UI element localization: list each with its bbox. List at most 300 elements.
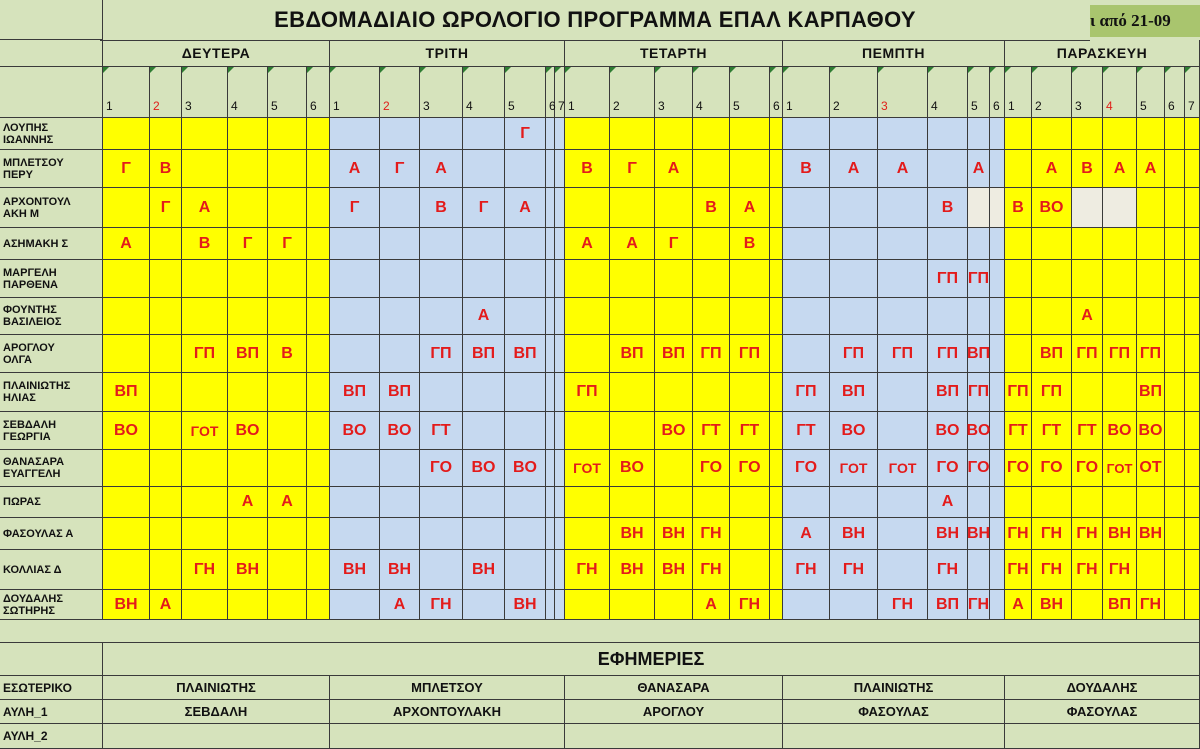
schedule-cell[interactable]: Α [103, 228, 150, 260]
schedule-cell[interactable] [150, 373, 182, 412]
schedule-cell[interactable] [307, 412, 330, 450]
schedule-cell[interactable]: ΒΗ [330, 550, 380, 590]
schedule-cell[interactable] [228, 518, 268, 550]
schedule-cell[interactable] [655, 450, 693, 487]
schedule-cell[interactable] [505, 550, 546, 590]
schedule-cell[interactable] [182, 487, 228, 518]
schedule-cell[interactable] [463, 412, 505, 450]
schedule-cell[interactable] [1185, 118, 1200, 150]
schedule-cell[interactable] [610, 188, 655, 228]
schedule-cell[interactable] [546, 518, 555, 550]
schedule-cell[interactable]: ΒΗ [610, 550, 655, 590]
schedule-cell[interactable] [990, 373, 1005, 412]
schedule-cell[interactable] [610, 118, 655, 150]
schedule-cell[interactable] [228, 450, 268, 487]
schedule-cell[interactable] [546, 450, 555, 487]
schedule-cell[interactable] [463, 518, 505, 550]
schedule-cell[interactable] [1103, 228, 1137, 260]
schedule-cell[interactable]: ΓΟΤ [182, 412, 228, 450]
schedule-cell[interactable] [103, 450, 150, 487]
schedule-cell[interactable] [420, 260, 463, 298]
schedule-cell[interactable] [1032, 260, 1072, 298]
schedule-cell[interactable] [268, 550, 307, 590]
schedule-cell[interactable]: ΓΗ [1032, 518, 1072, 550]
schedule-cell[interactable] [268, 150, 307, 188]
schedule-cell[interactable] [1005, 150, 1032, 188]
schedule-cell[interactable]: ΓΠ [1005, 373, 1032, 412]
day-header[interactable]: ΤΕΤΑΡΤΗ [565, 40, 783, 67]
schedule-cell[interactable] [330, 518, 380, 550]
schedule-cell[interactable] [693, 228, 730, 260]
schedule-cell[interactable] [150, 550, 182, 590]
schedule-cell[interactable] [610, 260, 655, 298]
schedule-cell[interactable]: ΓΟ [1005, 450, 1032, 487]
duty-cell[interactable]: ΘΑΝΑΣΑΡΑ [565, 676, 783, 700]
schedule-cell[interactable] [1185, 518, 1200, 550]
schedule-cell[interactable] [555, 450, 565, 487]
schedule-cell[interactable] [555, 260, 565, 298]
schedule-cell[interactable] [990, 188, 1005, 228]
day-header[interactable]: ΠΑΡΑΣΚΕΥΗ [1005, 40, 1200, 67]
schedule-cell[interactable]: Α [830, 150, 878, 188]
schedule-cell[interactable] [565, 335, 610, 373]
schedule-cell[interactable] [1185, 228, 1200, 260]
schedule-cell[interactable] [928, 118, 968, 150]
teacher-name[interactable] [0, 590, 103, 620]
schedule-cell[interactable]: Γ [268, 228, 307, 260]
schedule-cell[interactable]: ΓΤ [1032, 412, 1072, 450]
day-header[interactable]: ΠΕΜΠΤΗ [783, 40, 1005, 67]
schedule-cell[interactable]: ΓΠ [968, 260, 990, 298]
schedule-cell[interactable]: ΓΠ [420, 335, 463, 373]
schedule-cell[interactable] [878, 487, 928, 518]
schedule-cell[interactable] [693, 150, 730, 188]
schedule-cell[interactable] [565, 188, 610, 228]
teacher-name[interactable] [0, 298, 103, 335]
schedule-cell[interactable]: ΓΠ [1137, 335, 1165, 373]
schedule-cell[interactable] [420, 550, 463, 590]
schedule-cell[interactable]: ΒΠ [830, 373, 878, 412]
schedule-cell[interactable] [463, 118, 505, 150]
teacher-name[interactable] [0, 228, 103, 260]
schedule-cell[interactable] [103, 335, 150, 373]
schedule-cell[interactable]: ΓΗ [968, 590, 990, 620]
schedule-cell[interactable]: ΓΟ [1072, 450, 1103, 487]
schedule-cell[interactable] [307, 550, 330, 590]
schedule-cell[interactable] [655, 298, 693, 335]
schedule-cell[interactable] [103, 260, 150, 298]
schedule-cell[interactable] [380, 487, 420, 518]
duty-cell[interactable]: ΔΟΥΔΑΛΗΣ [1005, 676, 1200, 700]
schedule-cell[interactable] [968, 118, 990, 150]
schedule-cell[interactable]: ΒΗ [380, 550, 420, 590]
schedule-cell[interactable] [1165, 518, 1185, 550]
schedule-cell[interactable]: ΓΗ [693, 550, 730, 590]
schedule-cell[interactable] [928, 150, 968, 188]
schedule-cell[interactable] [730, 298, 770, 335]
schedule-cell[interactable]: ΒΟ [968, 412, 990, 450]
schedule-cell[interactable] [505, 228, 546, 260]
schedule-cell[interactable]: ΒΗ [103, 590, 150, 620]
schedule-cell[interactable] [228, 260, 268, 298]
schedule-cell[interactable] [380, 260, 420, 298]
schedule-cell[interactable] [565, 412, 610, 450]
schedule-cell[interactable] [693, 487, 730, 518]
schedule-cell[interactable] [730, 373, 770, 412]
schedule-cell[interactable]: ΓΠ [1072, 335, 1103, 373]
schedule-cell[interactable]: Α [150, 590, 182, 620]
schedule-cell[interactable]: Β [783, 150, 830, 188]
day-header[interactable]: ΤΡΙΤΗ [330, 40, 565, 67]
schedule-cell[interactable] [878, 518, 928, 550]
schedule-cell[interactable] [150, 260, 182, 298]
schedule-cell[interactable] [1165, 118, 1185, 150]
schedule-cell[interactable] [1137, 118, 1165, 150]
schedule-cell[interactable]: ΓΠ [182, 335, 228, 373]
schedule-cell[interactable]: ΓΟΤ [565, 450, 610, 487]
schedule-cell[interactable]: ΓΟ [730, 450, 770, 487]
schedule-cell[interactable] [268, 450, 307, 487]
teacher-name[interactable] [0, 188, 103, 228]
schedule-cell[interactable] [1072, 260, 1103, 298]
schedule-cell[interactable] [1137, 487, 1165, 518]
schedule-cell[interactable] [1072, 373, 1103, 412]
schedule-cell[interactable]: Α [330, 150, 380, 188]
teacher-name[interactable] [0, 412, 103, 450]
schedule-cell[interactable]: Γ [103, 150, 150, 188]
teacher-name[interactable] [0, 260, 103, 298]
schedule-cell[interactable] [693, 260, 730, 298]
schedule-cell[interactable]: Β [928, 188, 968, 228]
schedule-cell[interactable]: ΒΠ [1032, 335, 1072, 373]
schedule-cell[interactable] [1137, 260, 1165, 298]
schedule-cell[interactable] [565, 298, 610, 335]
schedule-cell[interactable]: ΓΗ [1137, 590, 1165, 620]
schedule-cell[interactable]: ΓΗ [878, 590, 928, 620]
teacher-name[interactable] [0, 118, 103, 150]
schedule-cell[interactable] [1103, 118, 1137, 150]
schedule-cell[interactable]: ΒΗ [463, 550, 505, 590]
schedule-cell[interactable]: Α [228, 487, 268, 518]
schedule-cell[interactable] [307, 150, 330, 188]
schedule-cell[interactable] [1165, 487, 1185, 518]
schedule-cell[interactable] [307, 590, 330, 620]
schedule-cell[interactable] [546, 335, 555, 373]
schedule-cell[interactable] [463, 260, 505, 298]
schedule-cell[interactable] [268, 298, 307, 335]
schedule-cell[interactable] [928, 298, 968, 335]
schedule-cell[interactable] [380, 118, 420, 150]
schedule-cell[interactable] [103, 118, 150, 150]
schedule-cell[interactable] [420, 118, 463, 150]
schedule-cell[interactable]: Α [1005, 590, 1032, 620]
schedule-cell[interactable] [555, 590, 565, 620]
schedule-cell[interactable]: ΓΠ [928, 260, 968, 298]
schedule-cell[interactable]: ΒΠ [968, 335, 990, 373]
schedule-cell[interactable] [1137, 228, 1165, 260]
schedule-cell[interactable]: Α [1032, 150, 1072, 188]
schedule-cell[interactable] [228, 150, 268, 188]
schedule-cell[interactable]: ΒΠ [228, 335, 268, 373]
schedule-cell[interactable] [1072, 487, 1103, 518]
schedule-cell[interactable] [783, 260, 830, 298]
schedule-cell[interactable]: Α [380, 590, 420, 620]
schedule-cell[interactable] [268, 118, 307, 150]
schedule-cell[interactable]: ΒΗ [830, 518, 878, 550]
schedule-cell[interactable]: ΟΤ [1137, 450, 1165, 487]
schedule-cell[interactable]: ΓΟ [783, 450, 830, 487]
schedule-cell[interactable]: ΒΠ [330, 373, 380, 412]
schedule-cell[interactable] [730, 550, 770, 590]
schedule-cell[interactable] [307, 298, 330, 335]
schedule-cell[interactable]: ΓΠ [1103, 335, 1137, 373]
schedule-cell[interactable] [546, 298, 555, 335]
schedule-cell[interactable]: ΒΟ [610, 450, 655, 487]
schedule-cell[interactable] [307, 373, 330, 412]
teacher-name[interactable] [0, 487, 103, 518]
schedule-cell[interactable] [830, 188, 878, 228]
schedule-cell[interactable] [1165, 228, 1185, 260]
schedule-cell[interactable] [770, 228, 783, 260]
schedule-cell[interactable] [610, 487, 655, 518]
schedule-cell[interactable]: Α [463, 298, 505, 335]
schedule-cell[interactable] [770, 590, 783, 620]
schedule-cell[interactable] [268, 373, 307, 412]
schedule-cell[interactable] [505, 518, 546, 550]
schedule-cell[interactable]: ΒΗ [228, 550, 268, 590]
schedule-cell[interactable] [655, 373, 693, 412]
schedule-cell[interactable]: ΓΠ [1032, 373, 1072, 412]
schedule-cell[interactable] [1165, 373, 1185, 412]
schedule-cell[interactable] [555, 487, 565, 518]
schedule-cell[interactable]: Α [610, 228, 655, 260]
schedule-cell[interactable] [380, 298, 420, 335]
schedule-cell[interactable] [968, 487, 990, 518]
schedule-cell[interactable] [770, 487, 783, 518]
schedule-cell[interactable]: ΓΗ [182, 550, 228, 590]
schedule-cell[interactable] [610, 412, 655, 450]
schedule-cell[interactable]: Α [730, 188, 770, 228]
schedule-cell[interactable]: ΒΠ [1137, 373, 1165, 412]
schedule-cell[interactable] [783, 118, 830, 150]
schedule-cell[interactable] [1165, 188, 1185, 228]
schedule-cell[interactable] [555, 335, 565, 373]
schedule-cell[interactable]: ΒΠ [1103, 590, 1137, 620]
schedule-cell[interactable] [330, 590, 380, 620]
schedule-cell[interactable] [830, 118, 878, 150]
schedule-cell[interactable] [546, 188, 555, 228]
schedule-cell[interactable] [1103, 373, 1137, 412]
schedule-cell[interactable]: Α [693, 590, 730, 620]
schedule-cell[interactable] [1165, 450, 1185, 487]
schedule-cell[interactable] [770, 450, 783, 487]
schedule-cell[interactable] [463, 487, 505, 518]
teacher-name[interactable] [0, 150, 103, 188]
schedule-cell[interactable]: ΒΟ [1103, 412, 1137, 450]
schedule-cell[interactable] [990, 260, 1005, 298]
schedule-cell[interactable] [878, 260, 928, 298]
schedule-cell[interactable] [990, 298, 1005, 335]
schedule-cell[interactable] [1185, 590, 1200, 620]
schedule-cell[interactable]: ΒΟ [380, 412, 420, 450]
schedule-cell[interactable]: ΒΠ [928, 373, 968, 412]
schedule-cell[interactable] [182, 298, 228, 335]
schedule-cell[interactable] [546, 590, 555, 620]
schedule-cell[interactable]: Γ [463, 188, 505, 228]
schedule-cell[interactable] [150, 228, 182, 260]
schedule-cell[interactable] [420, 373, 463, 412]
schedule-cell[interactable]: ΒΗ [505, 590, 546, 620]
schedule-cell[interactable] [770, 118, 783, 150]
schedule-cell[interactable] [182, 518, 228, 550]
schedule-cell[interactable] [182, 590, 228, 620]
schedule-cell[interactable]: ΓΗ [928, 550, 968, 590]
schedule-cell[interactable]: ΓΤ [783, 412, 830, 450]
schedule-cell[interactable] [1032, 487, 1072, 518]
schedule-cell[interactable]: ΓΤ [693, 412, 730, 450]
schedule-cell[interactable]: Β [693, 188, 730, 228]
schedule-cell[interactable]: ΒΗ [1137, 518, 1165, 550]
schedule-cell[interactable] [307, 260, 330, 298]
schedule-cell[interactable] [878, 228, 928, 260]
schedule-cell[interactable] [565, 590, 610, 620]
schedule-cell[interactable] [783, 487, 830, 518]
schedule-cell[interactable]: Α [968, 150, 990, 188]
schedule-cell[interactable] [1005, 228, 1032, 260]
schedule-cell[interactable] [1072, 228, 1103, 260]
schedule-cell[interactable] [968, 550, 990, 590]
schedule-cell[interactable]: Α [565, 228, 610, 260]
schedule-cell[interactable] [693, 118, 730, 150]
schedule-cell[interactable]: Α [783, 518, 830, 550]
schedule-cell[interactable]: ΓΠ [830, 335, 878, 373]
schedule-cell[interactable] [420, 298, 463, 335]
schedule-cell[interactable] [1185, 373, 1200, 412]
duty-cell[interactable]: ΦΑΣΟΥΛΑΣ [783, 700, 1005, 724]
schedule-cell[interactable] [307, 487, 330, 518]
schedule-cell[interactable] [990, 412, 1005, 450]
schedule-cell[interactable] [655, 260, 693, 298]
schedule-cell[interactable]: ΒΟ [103, 412, 150, 450]
schedule-cell[interactable] [770, 550, 783, 590]
schedule-cell[interactable]: ΓΗ [1072, 518, 1103, 550]
schedule-cell[interactable] [420, 518, 463, 550]
schedule-cell[interactable] [150, 518, 182, 550]
schedule-cell[interactable] [770, 150, 783, 188]
teacher-name[interactable] [0, 373, 103, 412]
schedule-cell[interactable] [555, 550, 565, 590]
schedule-cell[interactable] [990, 590, 1005, 620]
schedule-cell[interactable]: Β [730, 228, 770, 260]
schedule-cell[interactable]: ΓΗ [1072, 550, 1103, 590]
schedule-cell[interactable]: Α [928, 487, 968, 518]
schedule-cell[interactable] [878, 373, 928, 412]
schedule-cell[interactable]: ΓΟ [968, 450, 990, 487]
schedule-cell[interactable]: Γ [150, 188, 182, 228]
schedule-cell[interactable] [505, 298, 546, 335]
schedule-cell[interactable] [1185, 487, 1200, 518]
duty-cell[interactable]: ΑΡΧΟΝΤΟΥΛΑΚΗ [330, 700, 565, 724]
schedule-cell[interactable] [182, 260, 228, 298]
schedule-cell[interactable]: ΒΠ [380, 373, 420, 412]
schedule-cell[interactable] [968, 298, 990, 335]
duty-cell[interactable] [103, 724, 330, 749]
schedule-cell[interactable]: ΒΗ [1032, 590, 1072, 620]
schedule-cell[interactable] [228, 118, 268, 150]
schedule-cell[interactable] [182, 150, 228, 188]
schedule-cell[interactable] [1137, 188, 1165, 228]
schedule-cell[interactable]: ΒΟ [830, 412, 878, 450]
schedule-cell[interactable] [103, 188, 150, 228]
schedule-cell[interactable] [103, 298, 150, 335]
schedule-cell[interactable] [878, 550, 928, 590]
schedule-cell[interactable] [420, 487, 463, 518]
schedule-cell[interactable] [307, 335, 330, 373]
schedule-cell[interactable] [330, 260, 380, 298]
schedule-cell[interactable] [770, 188, 783, 228]
schedule-cell[interactable] [1137, 550, 1165, 590]
schedule-cell[interactable]: ΓΠ [565, 373, 610, 412]
duty-cell[interactable]: ΠΛΑΙΝΙΩΤΗΣ [783, 676, 1005, 700]
schedule-cell[interactable] [730, 487, 770, 518]
schedule-cell[interactable] [770, 412, 783, 450]
schedule-cell[interactable]: ΓΟΤ [830, 450, 878, 487]
schedule-cell[interactable] [990, 518, 1005, 550]
schedule-cell[interactable] [990, 228, 1005, 260]
schedule-cell[interactable] [1005, 118, 1032, 150]
schedule-cell[interactable] [730, 118, 770, 150]
schedule-cell[interactable] [505, 260, 546, 298]
schedule-cell[interactable]: ΓΗ [783, 550, 830, 590]
schedule-cell[interactable]: ΒΗ [610, 518, 655, 550]
schedule-cell[interactable]: ΓΟ [1032, 450, 1072, 487]
schedule-cell[interactable] [1032, 118, 1072, 150]
schedule-cell[interactable] [830, 298, 878, 335]
schedule-cell[interactable]: ΓΟ [693, 450, 730, 487]
duty-cell[interactable] [783, 724, 1005, 749]
day-header[interactable]: ΔΕΥΤΕΡΑ [103, 40, 330, 67]
schedule-cell[interactable] [878, 298, 928, 335]
schedule-cell[interactable] [463, 373, 505, 412]
schedule-cell[interactable] [783, 188, 830, 228]
duty-cell[interactable]: ΑΡΟΓΛΟΥ [565, 700, 783, 724]
schedule-cell[interactable]: Β [150, 150, 182, 188]
schedule-cell[interactable] [505, 373, 546, 412]
schedule-cell[interactable] [1185, 260, 1200, 298]
schedule-cell[interactable]: ΓΗ [830, 550, 878, 590]
schedule-cell[interactable] [1103, 298, 1137, 335]
schedule-cell[interactable] [1072, 590, 1103, 620]
schedule-cell[interactable] [307, 118, 330, 150]
schedule-cell[interactable] [693, 373, 730, 412]
schedule-cell[interactable] [1005, 487, 1032, 518]
schedule-cell[interactable]: Γ [380, 150, 420, 188]
schedule-cell[interactable] [1185, 188, 1200, 228]
schedule-cell[interactable] [330, 298, 380, 335]
schedule-cell[interactable]: ΒΠ [610, 335, 655, 373]
schedule-cell[interactable]: ΒΟ [655, 412, 693, 450]
schedule-cell[interactable] [1165, 335, 1185, 373]
schedule-cell[interactable] [555, 412, 565, 450]
teacher-name[interactable] [0, 550, 103, 590]
schedule-cell[interactable] [1165, 298, 1185, 335]
schedule-cell[interactable] [150, 450, 182, 487]
schedule-cell[interactable]: ΒΠ [463, 335, 505, 373]
schedule-cell[interactable]: Α [505, 188, 546, 228]
schedule-cell[interactable] [1032, 298, 1072, 335]
schedule-cell[interactable]: ΒΟ [928, 412, 968, 450]
schedule-cell[interactable]: ΒΗ [655, 518, 693, 550]
